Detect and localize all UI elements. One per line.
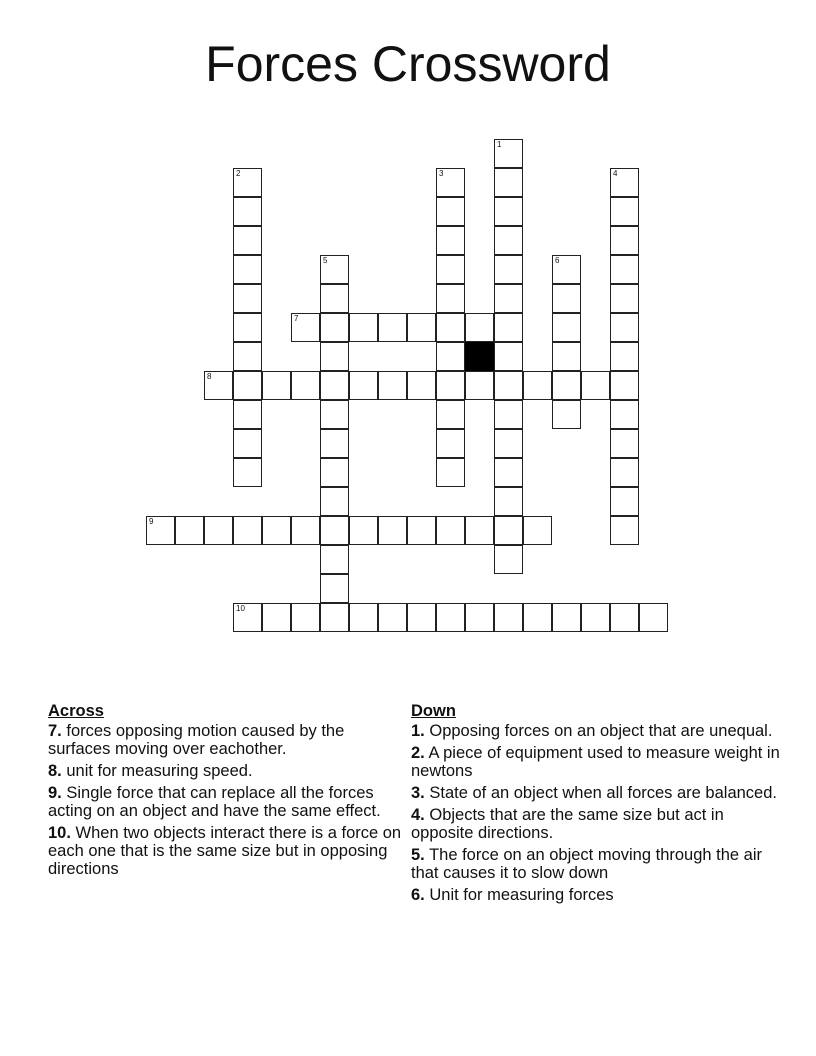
grid-cell[interactable] — [581, 603, 610, 632]
grid-cell[interactable] — [523, 516, 552, 545]
clue-text: The force on an object moving through the air that causes it to slow down — [411, 846, 763, 882]
grid-cell[interactable] — [233, 342, 262, 371]
grid-cell[interactable] — [552, 603, 581, 632]
clue-text: A piece of equipment used to measure weight in newtons — [411, 744, 780, 780]
clue-text: State of an object when all forces are balanced. — [429, 784, 777, 802]
grid-cell[interactable] — [204, 371, 233, 400]
cell-number: 8 — [207, 372, 212, 381]
grid-cell[interactable] — [494, 487, 523, 516]
grid-cell[interactable] — [320, 487, 349, 516]
down-clue — [411, 806, 781, 842]
grid-cell[interactable] — [262, 603, 291, 632]
grid-cell[interactable] — [610, 516, 639, 545]
clue-text: forces opposing motion caused by the surfaces moving over eachother. — [48, 722, 345, 758]
clue-number: 6. — [411, 886, 425, 904]
grid-cell[interactable] — [610, 226, 639, 255]
clue-number: 3. — [411, 784, 425, 802]
grid-cell[interactable] — [552, 255, 581, 284]
grid-cell[interactable] — [494, 197, 523, 226]
clue-text: Unit for measuring forces — [429, 886, 614, 904]
grid-cell[interactable] — [320, 574, 349, 603]
grid-cell[interactable] — [233, 197, 262, 226]
grid-cell[interactable] — [349, 313, 378, 342]
grid-cell[interactable] — [610, 313, 639, 342]
cell-number: 3 — [439, 169, 444, 178]
grid-cell[interactable] — [494, 139, 523, 168]
clue-text: Single force that can replace all the forces acting on an object and have the same effect. — [48, 784, 381, 820]
cell-number: 1 — [497, 140, 502, 149]
grid-cell[interactable] — [523, 371, 552, 400]
clue-text: When two objects interact there is a force on each one that is the same size but in opposing directions — [48, 824, 402, 878]
down-clue — [411, 784, 781, 802]
grid-cell[interactable] — [610, 284, 639, 313]
clue-text: unit for measuring speed. — [66, 762, 253, 780]
grid-cell[interactable] — [320, 313, 349, 342]
cell-number: 10 — [236, 604, 245, 613]
grid-cell[interactable] — [436, 429, 465, 458]
grid-cell[interactable] — [407, 516, 436, 545]
grid-cell[interactable] — [610, 371, 639, 400]
grid-cell[interactable] — [320, 255, 349, 284]
clue-number: 4. — [411, 806, 425, 824]
grid-cell[interactable] — [639, 603, 668, 632]
clue-number: 2. — [411, 744, 425, 762]
down-clue — [411, 722, 781, 740]
grid-cell[interactable] — [378, 313, 407, 342]
clue-number: 10. — [48, 824, 71, 842]
grid-cell[interactable] — [146, 516, 175, 545]
cell-number: 9 — [149, 517, 154, 526]
grid-cell[interactable] — [378, 603, 407, 632]
grid-cell[interactable] — [233, 458, 262, 487]
grid-cell[interactable] — [233, 603, 262, 632]
down-heading: Down — [411, 702, 456, 720]
clue-number: 7. — [48, 722, 62, 740]
grid-cell[interactable] — [320, 429, 349, 458]
grid-cell[interactable] — [610, 458, 639, 487]
grid-cell[interactable] — [291, 313, 320, 342]
grid-cell[interactable] — [436, 516, 465, 545]
grid-cell[interactable] — [320, 516, 349, 545]
grid-cell[interactable] — [494, 603, 523, 632]
grid-cell[interactable] — [494, 458, 523, 487]
grid-cell[interactable] — [320, 371, 349, 400]
grid-cell[interactable] — [349, 371, 378, 400]
grid-cell[interactable] — [552, 371, 581, 400]
grid-cell[interactable] — [610, 197, 639, 226]
across-clue — [48, 784, 408, 820]
grid-cell[interactable] — [494, 516, 523, 545]
grid-cell[interactable] — [494, 400, 523, 429]
grid-cell[interactable] — [494, 545, 523, 574]
cell-number: 6 — [555, 256, 560, 265]
cell-number: 7 — [294, 314, 299, 323]
grid-cell[interactable] — [436, 284, 465, 313]
grid-cell[interactable] — [436, 458, 465, 487]
grid-cell[interactable] — [407, 313, 436, 342]
grid-cell[interactable] — [349, 603, 378, 632]
grid-cell[interactable] — [233, 371, 262, 400]
clue-text: Objects that are the same size but act in opposite directions. — [411, 806, 724, 842]
grid-cell[interactable] — [320, 284, 349, 313]
grid-cell[interactable] — [349, 516, 378, 545]
grid-cell[interactable] — [175, 516, 204, 545]
cell-number: 2 — [236, 169, 241, 178]
grid-cell[interactable] — [494, 313, 523, 342]
grid-cell[interactable] — [581, 371, 610, 400]
grid-cell[interactable] — [233, 400, 262, 429]
grid-cell[interactable] — [436, 255, 465, 284]
grid-cell[interactable] — [494, 429, 523, 458]
grid-cell[interactable] — [494, 284, 523, 313]
cell-number: 4 — [613, 169, 618, 178]
grid-cell[interactable] — [320, 545, 349, 574]
grid-cell[interactable] — [233, 168, 262, 197]
across-clues — [48, 702, 408, 882]
black-cell — [465, 342, 494, 371]
grid-cell[interactable] — [320, 342, 349, 371]
grid-cell[interactable] — [320, 603, 349, 632]
grid-cell[interactable] — [233, 429, 262, 458]
grid-cell[interactable] — [262, 371, 291, 400]
down-clue — [411, 886, 781, 904]
grid-cell[interactable] — [465, 603, 494, 632]
grid-cell[interactable] — [436, 371, 465, 400]
grid-cell[interactable] — [436, 313, 465, 342]
grid-cell[interactable] — [552, 284, 581, 313]
grid-cell[interactable] — [436, 342, 465, 371]
grid-cell[interactable] — [552, 313, 581, 342]
grid-cell[interactable] — [233, 313, 262, 342]
down-clue — [411, 744, 781, 780]
across-clue — [48, 762, 408, 780]
grid-cell[interactable] — [262, 516, 291, 545]
grid-cell[interactable] — [610, 400, 639, 429]
grid-cell[interactable] — [610, 487, 639, 516]
grid-cell[interactable] — [436, 168, 465, 197]
grid-cell[interactable] — [552, 342, 581, 371]
across-clue — [48, 722, 408, 758]
grid-cell[interactable] — [610, 342, 639, 371]
page-title: Forces Crossword — [205, 36, 611, 92]
down-clues — [411, 702, 781, 908]
grid-cell[interactable] — [233, 255, 262, 284]
grid-cell[interactable] — [204, 516, 233, 545]
grid-cell[interactable] — [494, 226, 523, 255]
grid-cell[interactable] — [320, 458, 349, 487]
grid-cell[interactable] — [610, 255, 639, 284]
across-heading: Across — [48, 702, 104, 720]
grid-cell[interactable] — [291, 516, 320, 545]
grid-cell[interactable] — [552, 400, 581, 429]
grid-cell[interactable] — [291, 371, 320, 400]
grid-cell[interactable] — [494, 168, 523, 197]
cell-number: 5 — [323, 256, 328, 265]
clue-text: Opposing forces on an object that are unequal. — [429, 722, 773, 740]
grid-cell[interactable] — [436, 603, 465, 632]
grid-cell[interactable] — [610, 168, 639, 197]
grid-cell[interactable] — [233, 516, 262, 545]
grid-cell[interactable] — [291, 603, 320, 632]
grid-cell[interactable] — [610, 429, 639, 458]
grid-cell[interactable] — [465, 371, 494, 400]
clue-number: 9. — [48, 784, 62, 802]
grid-cell[interactable] — [610, 603, 639, 632]
grid-cell[interactable] — [436, 197, 465, 226]
grid-cell[interactable] — [407, 371, 436, 400]
clue-number: 1. — [411, 722, 425, 740]
clue-number: 5. — [411, 846, 425, 864]
grid-cell[interactable] — [436, 400, 465, 429]
grid-cell[interactable] — [320, 400, 349, 429]
down-clue — [411, 846, 781, 882]
grid-cell[interactable] — [436, 226, 465, 255]
grid-cell[interactable] — [494, 371, 523, 400]
grid-cell[interactable] — [465, 313, 494, 342]
across-clue — [48, 824, 408, 878]
grid-cell[interactable] — [378, 516, 407, 545]
grid-cell[interactable] — [407, 603, 436, 632]
grid-cell[interactable] — [233, 284, 262, 313]
grid-cell[interactable] — [378, 371, 407, 400]
grid-cell[interactable] — [465, 516, 494, 545]
grid-cell[interactable] — [233, 226, 262, 255]
clue-number: 8. — [48, 762, 62, 780]
grid-cell[interactable] — [523, 603, 552, 632]
grid-cell[interactable] — [494, 255, 523, 284]
grid-cell[interactable] — [494, 342, 523, 371]
